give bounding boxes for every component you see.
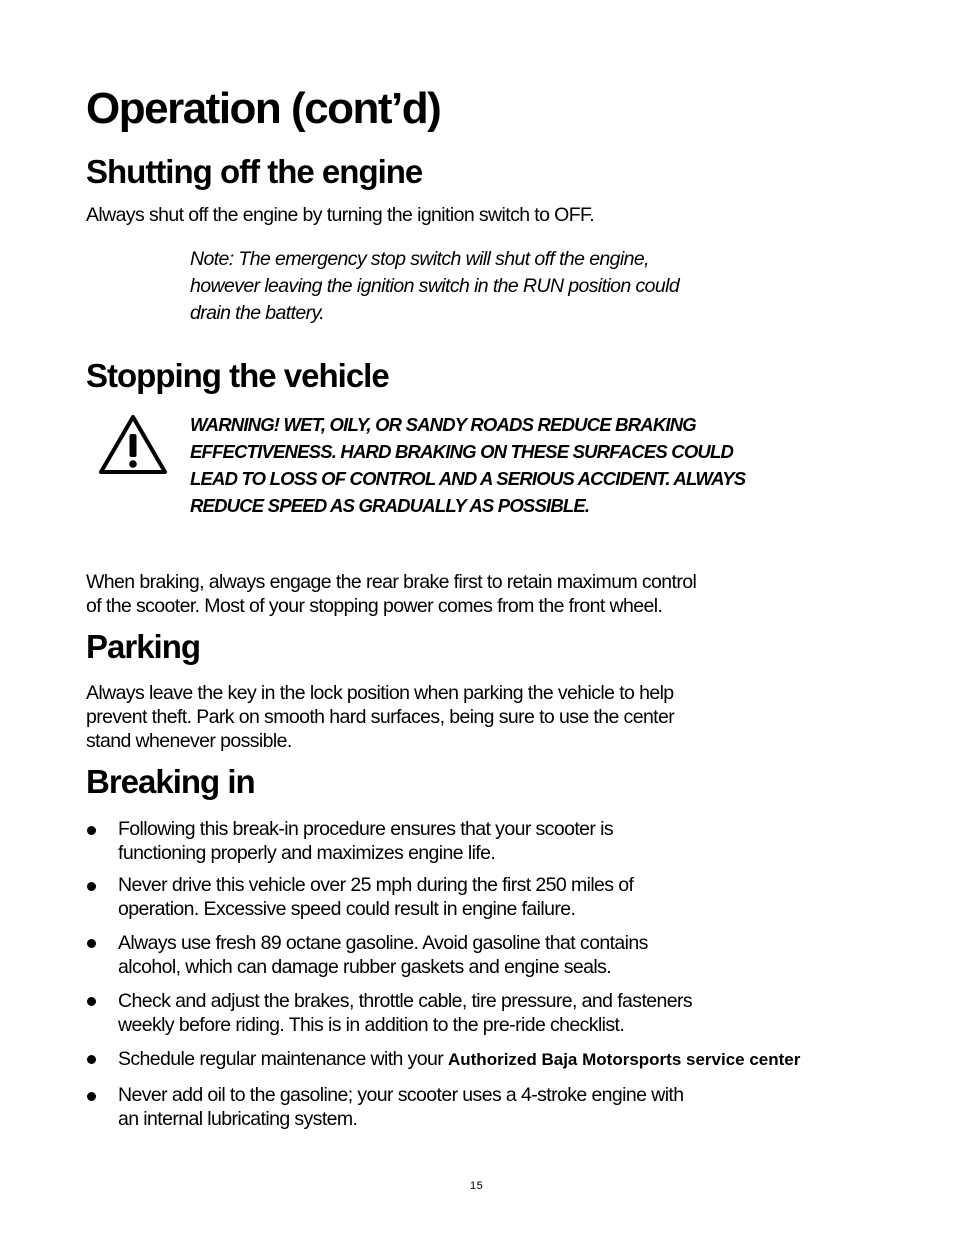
bullet-line: Never add oil to the gasoline; your scooter uses a 4-stroke engine with [118, 1084, 684, 1106]
warning-line: WARNING! WET, OILY, OR SANDY ROADS REDUCE BRAKING [190, 414, 696, 435]
list-item [118, 1083, 918, 1131]
bullet-line: Following this break-in procedure ensures that your scooter is [118, 818, 613, 840]
bullet-line: Check and adjust the brakes, throttle cable, tire pressure, and fasteners [118, 990, 693, 1012]
bullet-line: operation. Excessive speed could result in engine failure. [118, 898, 576, 920]
list-item [118, 1047, 918, 1072]
body-line: prevent theft. Park on smooth hard surfaces, being sure to use the center [86, 706, 675, 728]
heading-breaking-in: Breaking in [86, 763, 255, 800]
page-number: 15 [470, 1180, 484, 1192]
bullet-line: Never drive this vehicle over 25 mph during the first 250 miles of [118, 874, 634, 896]
heading-parking: Parking [86, 628, 201, 665]
note-line: however leaving the ignition switch in the RUN position could [190, 275, 680, 297]
bullet-line: functioning properly and maximizes engine life. [118, 842, 496, 864]
shutting-off-note [190, 246, 890, 327]
list-item [118, 989, 918, 1037]
stopping-warning [190, 411, 910, 519]
bullet-line: weekly before riding. This is in addition to the pre-ride checklist. [118, 1014, 625, 1036]
heading-stopping: Stopping the vehicle [86, 357, 389, 394]
bullet-dot [87, 1092, 96, 1101]
bullet-dot [87, 882, 96, 891]
body-line: Always leave the key in the lock position when parking the vehicle to help [86, 682, 674, 704]
bullet-line [118, 1047, 918, 1072]
stopping-body [86, 570, 936, 618]
warning-line: EFFECTIVENESS. HARD BRAKING ON THESE SURFACES COULD [190, 441, 734, 462]
bullet-line: Always use fresh 89 octane gasoline. Avoid gasoline that contains [118, 932, 648, 954]
body-line: stand whenever possible. [86, 730, 292, 752]
parking-body [86, 681, 936, 753]
bullet-dot [87, 997, 96, 1006]
list-item [118, 931, 918, 979]
heading-shutting-off: Shutting off the engine [86, 153, 423, 190]
list-item [118, 817, 918, 865]
bullet-line: an internal lubricating system. [118, 1108, 358, 1130]
body-line: of the scooter. Most of your stopping power comes from the front wheel. [86, 595, 663, 617]
bullet-dot [87, 826, 96, 835]
service-center-text: Authorized Baja Motorsports service center [447, 1050, 801, 1069]
bullet-line: alcohol, which can damage rubber gaskets and engine seals. [118, 956, 612, 978]
warning-line: LEAD TO LOSS OF CONTROL AND A SERIOUS ACCIDENT. ALWAYS [190, 468, 746, 489]
note-line: drain the battery. [190, 302, 325, 324]
warning-triangle-icon [98, 414, 168, 476]
body-line: When braking, always engage the rear brake first to retain maximum control [86, 571, 697, 593]
shutting-off-body: Always shut off the engine by turning the ignition switch to OFF. [86, 204, 595, 226]
bullet-dot [87, 939, 96, 948]
page-title: Operation (cont’d) [86, 84, 441, 133]
bullet-dot [87, 1055, 96, 1064]
warning-line: REDUCE SPEED AS GRADUALLY AS POSSIBLE. [190, 495, 590, 516]
bullet-line-text: Schedule regular maintenance with your [118, 1048, 448, 1070]
note-line: Note: The emergency stop switch will shut off the engine, [190, 248, 649, 270]
list-item [118, 873, 918, 921]
